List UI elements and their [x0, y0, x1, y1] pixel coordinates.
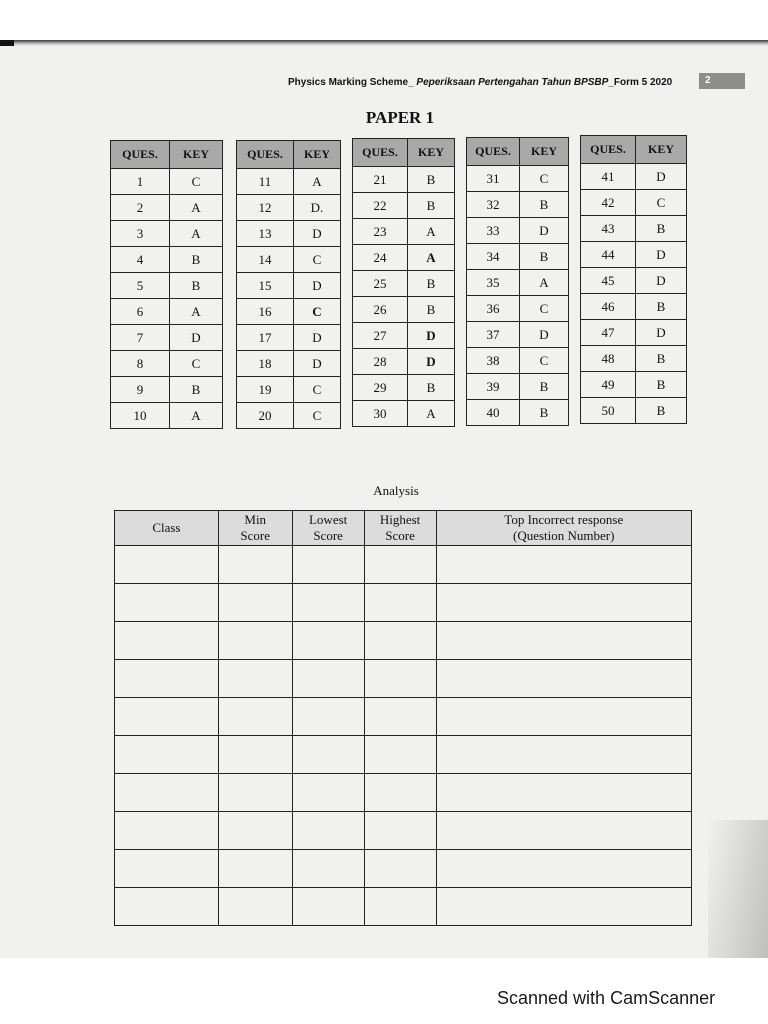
answer-key: D [408, 323, 455, 349]
analysis-cell [115, 812, 219, 850]
answer-row [581, 320, 687, 346]
answer-row [111, 195, 223, 221]
analysis-cell [218, 812, 292, 850]
analysis-header-cell: Min Score [218, 511, 292, 546]
page-number: 2 [699, 73, 745, 89]
question-number: 48 [581, 346, 636, 372]
question-number: 38 [467, 348, 520, 374]
analysis-cell [436, 888, 692, 926]
answer-key: D [408, 349, 455, 375]
question-number: 29 [353, 375, 408, 401]
question-number: 9 [111, 377, 170, 403]
question-number: 27 [353, 323, 408, 349]
answer-key: A [170, 403, 223, 429]
analysis-cell [292, 774, 364, 812]
analysis-cell [218, 622, 292, 660]
question-number: 3 [111, 221, 170, 247]
answer-row [237, 169, 341, 195]
answer-key: D [170, 325, 223, 351]
answer-key: D [294, 351, 341, 377]
answer-row [111, 351, 223, 377]
ques-header: QUES. [467, 138, 520, 166]
question-number: 22 [353, 193, 408, 219]
analysis-row [115, 812, 692, 850]
answer-row [467, 348, 569, 374]
analysis-cell [292, 812, 364, 850]
answer-row [581, 294, 687, 320]
answer-row [581, 190, 687, 216]
question-number: 25 [353, 271, 408, 297]
question-number: 50 [581, 398, 636, 424]
answer-row [111, 273, 223, 299]
question-number: 41 [581, 164, 636, 190]
question-number: 12 [237, 195, 294, 221]
analysis-cell [292, 660, 364, 698]
answer-key: C [294, 377, 341, 403]
analysis-cell [218, 774, 292, 812]
ques-header: QUES. [111, 141, 170, 169]
page-top-edge [0, 40, 768, 46]
answer-row [467, 374, 569, 400]
analysis-cell [115, 888, 219, 926]
analysis-cell [115, 698, 219, 736]
answer-row [467, 166, 569, 192]
analysis-cell [436, 660, 692, 698]
analysis-cell [292, 584, 364, 622]
answer-key: B [170, 377, 223, 403]
answer-key: B [520, 244, 569, 270]
key-header: KEY [636, 136, 687, 164]
answer-row [111, 247, 223, 273]
analysis-header-cell: Top Incorrect response (Question Number) [436, 511, 692, 546]
page-curl-shadow [708, 820, 768, 958]
answer-row [581, 268, 687, 294]
answer-key: B [636, 294, 687, 320]
analysis-cell [292, 622, 364, 660]
header-suffix: _Form 5 2020 [608, 77, 673, 88]
analysis-cell [364, 736, 436, 774]
answer-row [467, 244, 569, 270]
answer-row [237, 377, 341, 403]
analysis-cell [292, 736, 364, 774]
answer-row [581, 398, 687, 424]
answer-key: C [170, 351, 223, 377]
answer-key: A [408, 219, 455, 245]
answer-key: B [408, 297, 455, 323]
question-number: 8 [111, 351, 170, 377]
analysis-row [115, 660, 692, 698]
analysis-cell [436, 812, 692, 850]
question-number: 23 [353, 219, 408, 245]
question-number: 40 [467, 400, 520, 426]
question-number: 32 [467, 192, 520, 218]
analysis-row [115, 584, 692, 622]
analysis-cell [292, 698, 364, 736]
header-prefix: Physics Marking Scheme_ [288, 77, 414, 88]
question-number: 39 [467, 374, 520, 400]
analysis-cell [218, 888, 292, 926]
question-number: 49 [581, 372, 636, 398]
question-number: 28 [353, 349, 408, 375]
answer-row [467, 400, 569, 426]
answer-row [353, 193, 455, 219]
analysis-cell [364, 584, 436, 622]
answer-key: C [520, 166, 569, 192]
answer-row [581, 164, 687, 190]
answer-row [111, 299, 223, 325]
question-number: 26 [353, 297, 408, 323]
answer-row [581, 372, 687, 398]
question-number: 35 [467, 270, 520, 296]
answer-key: B [170, 247, 223, 273]
question-number: 18 [237, 351, 294, 377]
answer-key: B [636, 372, 687, 398]
answer-row [237, 325, 341, 351]
answer-key: B [408, 167, 455, 193]
question-number: 15 [237, 273, 294, 299]
analysis-row [115, 698, 692, 736]
answer-row [467, 192, 569, 218]
answer-row [467, 322, 569, 348]
key-header: KEY [520, 138, 569, 166]
answer-key: B [520, 400, 569, 426]
answer-key-table [236, 140, 341, 429]
analysis-cell [436, 622, 692, 660]
answer-key: D [636, 320, 687, 346]
question-number: 30 [353, 401, 408, 427]
analysis-cell [436, 736, 692, 774]
answer-key-table [466, 137, 569, 426]
analysis-row [115, 774, 692, 812]
analysis-cell [218, 546, 292, 584]
analysis-cell [364, 660, 436, 698]
analysis-cell [218, 660, 292, 698]
answer-row [467, 296, 569, 322]
answer-key-table [110, 140, 223, 429]
answer-key: D [294, 273, 341, 299]
answer-row [353, 323, 455, 349]
answer-key: C [520, 348, 569, 374]
answer-key: D [294, 325, 341, 351]
question-number: 16 [237, 299, 294, 325]
answer-row [353, 167, 455, 193]
analysis-cell [364, 698, 436, 736]
answer-key: A [170, 195, 223, 221]
answer-key: B [408, 271, 455, 297]
analysis-cell [436, 850, 692, 888]
answer-key-table [580, 135, 687, 424]
answer-row [237, 195, 341, 221]
answer-row [111, 221, 223, 247]
question-number: 19 [237, 377, 294, 403]
answer-row [111, 169, 223, 195]
question-number: 7 [111, 325, 170, 351]
analysis-cell [364, 622, 436, 660]
analysis-cell [218, 584, 292, 622]
analysis-cell [115, 622, 219, 660]
analysis-cell [115, 850, 219, 888]
key-header: KEY [408, 139, 455, 167]
question-number: 17 [237, 325, 294, 351]
analysis-cell [364, 850, 436, 888]
answer-key: D [520, 218, 569, 244]
analysis-row [115, 546, 692, 584]
ques-header: QUES. [353, 139, 408, 167]
analysis-header-cell: Class [115, 511, 219, 546]
answer-key: B [170, 273, 223, 299]
question-number: 43 [581, 216, 636, 242]
corner-mark [0, 40, 14, 46]
question-number: 44 [581, 242, 636, 268]
question-number: 45 [581, 268, 636, 294]
question-number: 37 [467, 322, 520, 348]
header-exam: Peperiksaan Pertengahan Tahun BPSBP [413, 77, 609, 88]
question-number: 2 [111, 195, 170, 221]
answer-key: B [636, 398, 687, 424]
analysis-cell [218, 698, 292, 736]
analysis-cell [115, 774, 219, 812]
answer-key: B [520, 192, 569, 218]
analysis-cell [115, 736, 219, 774]
question-number: 4 [111, 247, 170, 273]
question-number: 42 [581, 190, 636, 216]
answer-key: C [170, 169, 223, 195]
answer-key: C [294, 403, 341, 429]
analysis-caption: Analysis [373, 483, 419, 498]
ques-header: QUES. [581, 136, 636, 164]
camscanner-watermark: Scanned with CamScanner [497, 988, 716, 1008]
paper-title: PAPER 1 [365, 108, 435, 127]
answer-key: D [636, 164, 687, 190]
analysis-row [115, 736, 692, 774]
answer-row [111, 325, 223, 351]
analysis-cell [115, 584, 219, 622]
analysis-header-cell: Highest Score [364, 511, 436, 546]
question-number: 14 [237, 247, 294, 273]
question-number: 1 [111, 169, 170, 195]
key-header: KEY [294, 141, 341, 169]
answer-row [353, 271, 455, 297]
answer-key: C [294, 247, 341, 273]
question-number: 13 [237, 221, 294, 247]
answer-row [237, 299, 341, 325]
analysis-cell [436, 774, 692, 812]
answer-row [237, 247, 341, 273]
question-number: 20 [237, 403, 294, 429]
answer-key: A [170, 299, 223, 325]
question-number: 46 [581, 294, 636, 320]
answer-row [581, 346, 687, 372]
analysis-cell [364, 888, 436, 926]
answer-row [111, 403, 223, 429]
question-number: 21 [353, 167, 408, 193]
analysis-cell [364, 774, 436, 812]
answer-row [353, 349, 455, 375]
analysis-cell [436, 584, 692, 622]
question-number: 31 [467, 166, 520, 192]
analysis-cell [292, 546, 364, 584]
analysis-row [115, 888, 692, 926]
answer-row [111, 377, 223, 403]
answer-key: A [408, 401, 455, 427]
question-number: 24 [353, 245, 408, 271]
answer-key: B [408, 375, 455, 401]
answer-row [581, 216, 687, 242]
key-header: KEY [170, 141, 223, 169]
analysis-cell [292, 850, 364, 888]
running-header [288, 74, 698, 92]
answer-key: D [294, 221, 341, 247]
analysis-cell [115, 660, 219, 698]
answer-row [353, 219, 455, 245]
analysis-cell [364, 812, 436, 850]
answer-row [353, 297, 455, 323]
question-number: 6 [111, 299, 170, 325]
analysis-cell [218, 850, 292, 888]
answer-row [237, 403, 341, 429]
analysis-cell [364, 546, 436, 584]
answer-key: C [294, 299, 341, 325]
analysis-header-row [115, 511, 692, 546]
analysis-row [115, 622, 692, 660]
answer-row [467, 270, 569, 296]
answer-row [237, 273, 341, 299]
analysis-cell [436, 698, 692, 736]
question-number: 5 [111, 273, 170, 299]
answer-row [237, 351, 341, 377]
analysis-cell [218, 736, 292, 774]
analysis-table [114, 510, 692, 926]
question-number: 36 [467, 296, 520, 322]
answer-key: D [520, 322, 569, 348]
answer-key-table [352, 138, 455, 427]
answer-key: A [294, 169, 341, 195]
answer-key: C [520, 296, 569, 322]
answer-row [467, 218, 569, 244]
answer-row [353, 375, 455, 401]
analysis-cell [436, 546, 692, 584]
question-number: 34 [467, 244, 520, 270]
ques-header: QUES. [237, 141, 294, 169]
answer-row [237, 221, 341, 247]
answer-key: D. [294, 195, 341, 221]
question-number: 47 [581, 320, 636, 346]
answer-row [353, 401, 455, 427]
answer-key: B [636, 346, 687, 372]
answer-key: C [636, 190, 687, 216]
answer-key: A [520, 270, 569, 296]
analysis-cell [115, 546, 219, 584]
answer-key: A [170, 221, 223, 247]
answer-row [581, 242, 687, 268]
answer-key: B [408, 193, 455, 219]
question-number: 33 [467, 218, 520, 244]
question-number: 11 [237, 169, 294, 195]
analysis-header-cell: Lowest Score [292, 511, 364, 546]
answer-key: D [636, 268, 687, 294]
analysis-row [115, 850, 692, 888]
answer-key: A [408, 245, 455, 271]
answer-key: D [636, 242, 687, 268]
answer-row [353, 245, 455, 271]
answer-key: B [520, 374, 569, 400]
answer-key: B [636, 216, 687, 242]
question-number: 10 [111, 403, 170, 429]
analysis-cell [292, 888, 364, 926]
